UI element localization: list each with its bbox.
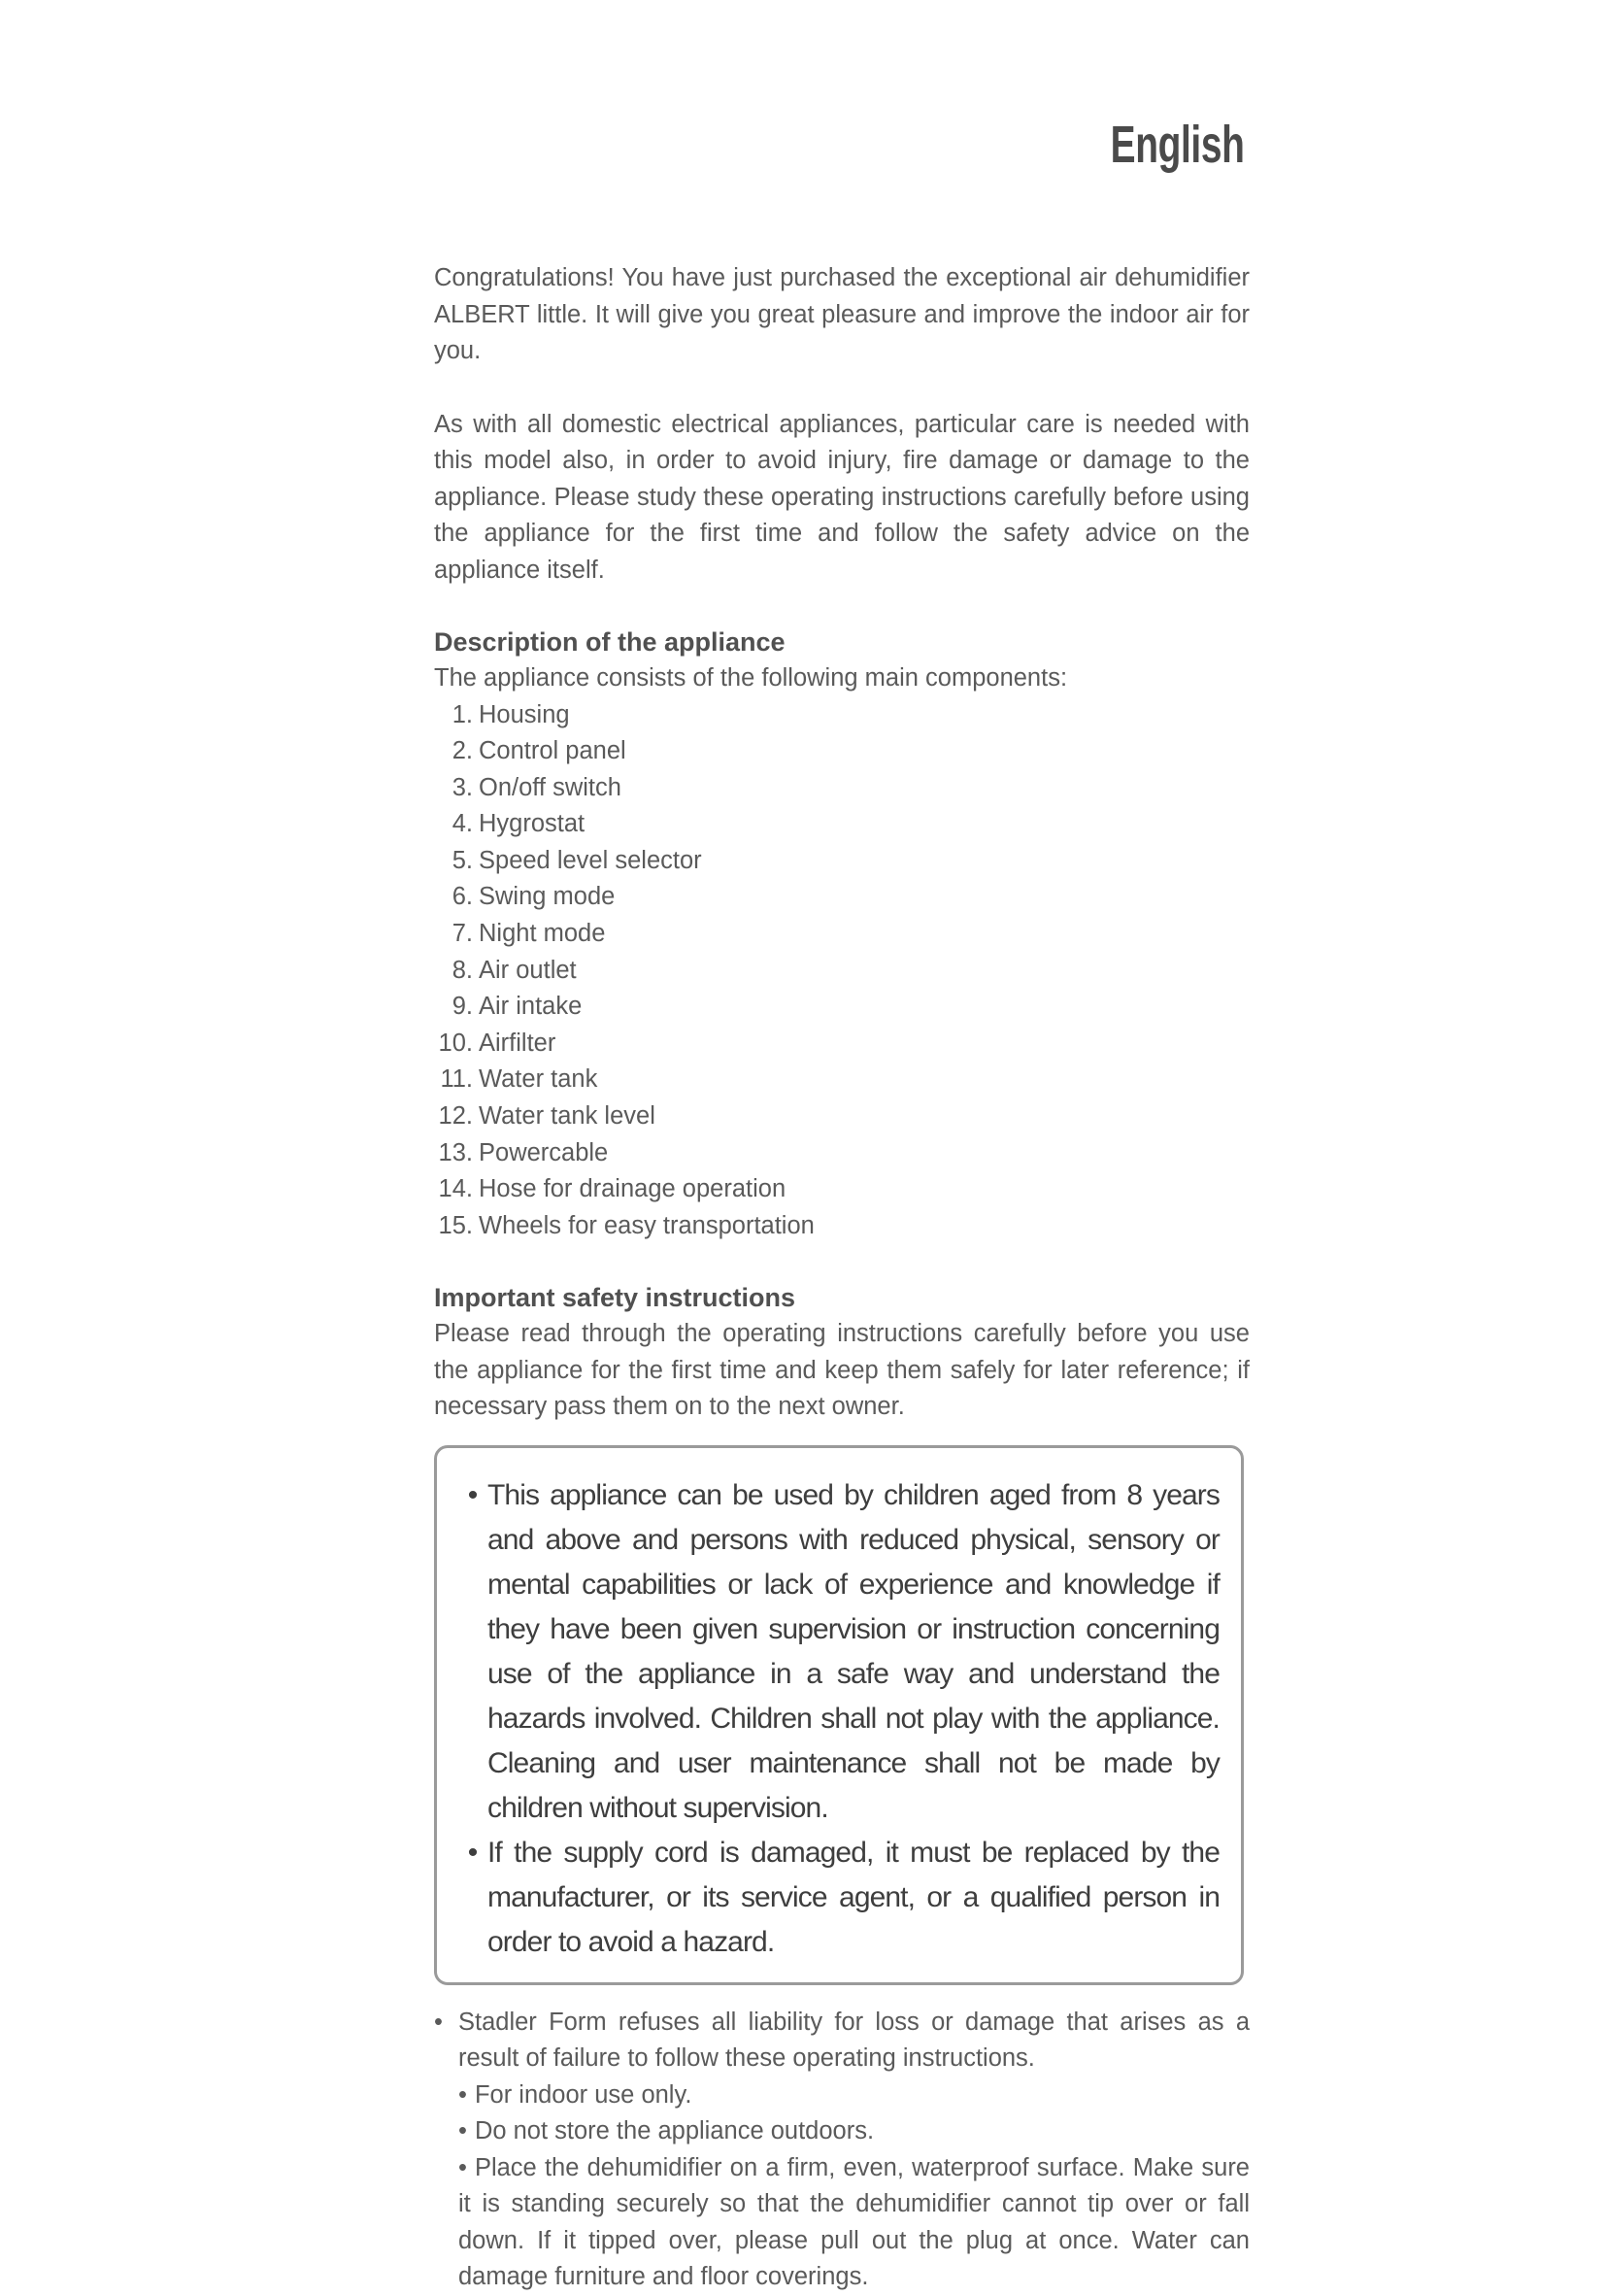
language-label: English <box>1111 116 1245 174</box>
list-item-label: Air outlet <box>479 956 577 984</box>
list-item-label: Water tank <box>479 1065 598 1094</box>
list-item <box>434 1135 1250 1172</box>
list-item-label: Wheels for easy transportation <box>479 1211 815 1239</box>
bullet-icon: • <box>467 1478 479 1511</box>
list-item <box>434 1171 1250 1208</box>
list-item <box>434 697 1250 734</box>
bullet-icon: • <box>458 2080 467 2109</box>
warning-item-children <box>458 1473 1220 1831</box>
intro-paragraph-1: Congratulations! You have just purchased the exceptional air dehumidifier ALBERT little. It will give you great pleasure and improve the indoor air for you. <box>434 264 1250 364</box>
list-item <box>434 989 1250 1026</box>
list-item <box>434 2113 1250 2150</box>
list-item-number: 14. <box>438 1175 473 1203</box>
safety-heading: Important safety instructions <box>434 1283 796 1313</box>
list-item <box>434 953 1250 990</box>
bullet-icon: • <box>434 2008 443 2036</box>
list-item <box>434 1062 1250 1098</box>
description-heading: Description of the appliance <box>434 627 786 657</box>
list-item-text: Stadler Form refuses all liability for loss or damage that arises as a result of failure to follow these operating instructions. <box>458 2008 1250 2073</box>
list-item <box>434 2005 1250 2077</box>
list-item-number: 6. <box>452 883 473 911</box>
description-lead: The appliance consists of the following main components: <box>434 664 1068 692</box>
intro-paragraph-2: As with all domestic electrical appliances, particular care is needed with this model also, in order to avoid injury, fire damage or damage to the appliance. Please study these operating instructions carefully before using the appliance for the first time and follow the safety advice on the appliance itself. <box>434 410 1250 584</box>
list-item-label: On/off switch <box>479 773 621 801</box>
component-list <box>434 697 1250 1245</box>
list-item-number: 9. <box>452 993 473 1021</box>
list-item-label: Hygrostat <box>479 810 586 838</box>
warning-item-supply-cord <box>458 1831 1220 1965</box>
list-item <box>434 1098 1250 1135</box>
list-item-number: 7. <box>452 920 473 948</box>
list-item-number: 13. <box>438 1138 473 1166</box>
bullet-icon: • <box>467 1836 479 1869</box>
warning-box <box>434 1445 1244 1985</box>
list-item-text: Place the dehumidifier on a firm, even, waterproof surface. Make sure it is standing securely so that the dehumidifier cannot tip over or fall down. If it tipped over, please pull out the plug at once. Water can damage furniture and floor coverings. <box>458 2153 1250 2291</box>
list-item <box>434 806 1250 843</box>
list-item-number: 8. <box>452 956 473 984</box>
list-item-label: Swing mode <box>479 883 616 911</box>
list-item-text: For indoor use only. <box>474 2080 692 2109</box>
list-item <box>434 1208 1250 1245</box>
list-item-label: Speed level selector <box>479 846 702 874</box>
list-item <box>434 916 1250 953</box>
list-item-label: Air intake <box>479 993 583 1021</box>
list-item-label: Control panel <box>479 737 626 765</box>
list-item-label: Night mode <box>479 920 606 948</box>
list-item-number: 12. <box>438 1102 473 1131</box>
list-item <box>434 2150 1250 2296</box>
list-item <box>434 2077 1250 2114</box>
safety-lead: Please read through the operating instructions carefully before you use the appliance for the first time and keep them safely for later reference; if necessary pass them on to the next owner. <box>434 1320 1250 1421</box>
list-item-number: 10. <box>438 1029 473 1057</box>
list-item-label: Powercable <box>479 1138 609 1166</box>
list-item-number: 3. <box>452 773 473 801</box>
list-item <box>434 879 1250 916</box>
manual-content <box>434 260 1250 2296</box>
list-item-number: 1. <box>452 700 473 728</box>
list-item-label: Hose for drainage operation <box>479 1175 786 1203</box>
bullet-icon: • <box>458 2117 467 2145</box>
list-item-number: 11. <box>440 1065 473 1094</box>
list-item-number: 5. <box>452 846 473 874</box>
list-item <box>434 733 1250 770</box>
list-item-number: 2. <box>452 737 473 765</box>
warning-text: If the supply cord is damaged, it must be replaced by the manufacturer, or its service agent, or a qualified person in order to avoid a hazard. <box>487 1836 1220 1958</box>
list-item-label: Housing <box>479 700 570 728</box>
safety-list <box>434 2005 1250 2296</box>
list-item-text: Do not store the appliance outdoors. <box>474 2117 875 2145</box>
list-item-number: 4. <box>452 810 473 838</box>
list-item-label: Water tank level <box>479 1102 655 1131</box>
list-item <box>434 1026 1250 1063</box>
list-item-number: 15. <box>438 1211 473 1239</box>
warning-text: This appliance can be used by children aged from 8 years and above and persons with reduced physical, sensory or mental capabilities or lack of experience and knowledge if they have been given supervision or instruction concerning use of the appliance in a safe way and understand the hazards involved. Children shall not play with the appliance. Cleaning and user maintenance shall not be made by children without supervision. <box>487 1478 1220 1824</box>
list-item <box>434 770 1250 807</box>
bullet-icon: • <box>458 2153 467 2181</box>
list-item <box>434 843 1250 880</box>
list-item-label: Airfilter <box>479 1029 556 1057</box>
